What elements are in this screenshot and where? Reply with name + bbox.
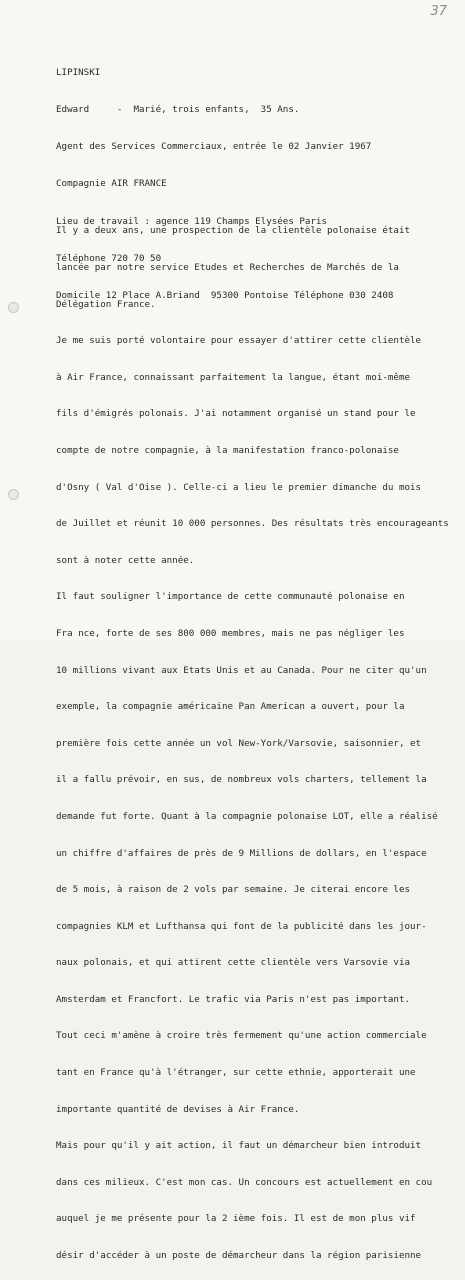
body-line: compagnies KLM et Lufthansa qui font de la publicité dans les jour- bbox=[56, 920, 427, 932]
body-line: 10 millions vivant aux Etats Unis et au Canada. Pour ne citer qu'un bbox=[56, 664, 427, 676]
body-line: à Air France, connaissant parfaitement la langue, étant moi-même bbox=[56, 371, 411, 383]
header-home-address: Domicile 12 Place A.Briand 95300 Pontoise Téléphone 030 2408 bbox=[56, 290, 394, 302]
body-line: Fra nce, forte de ses 800 000 membres, mais ne pas négliger les bbox=[56, 627, 405, 639]
body-line: Amsterdam et Francfort. Le trafic via Paris n'est pas important. bbox=[56, 993, 411, 1005]
body-line: importante quantité de devises à Air France. bbox=[56, 1103, 300, 1115]
body-line: sont à noter cette année. bbox=[56, 554, 195, 566]
body-line: première fois cette année un vol New-York/Varsovie, saisonnier, et bbox=[56, 737, 422, 749]
header-surname: LIPINSKI bbox=[56, 66, 101, 78]
header-position: Agent des Services Commerciaux, entrée le 02 Janvier 1967 bbox=[56, 141, 372, 153]
body-line: lancée par notre service Etudes et Recherches de Marchés de la bbox=[56, 262, 399, 273]
body-line: naux polonais, et qui attirent cette clientèle vers Varsovie via bbox=[56, 957, 411, 969]
punch-hole bbox=[8, 302, 19, 313]
body-line: fils d'émigrés polonais. J'ai notamment organisé un stand pour le bbox=[56, 408, 416, 420]
body-line: il a fallu prévoir, en sus, de nombreux vols charters, tellement la bbox=[56, 774, 427, 786]
letter-body bbox=[56, 201, 456, 1280]
body-line: exemple, la compagnie américaine Pan American a ouvert, pour la bbox=[56, 701, 405, 713]
body-line: désir d'accéder à un poste de démarcheur dans la région parisienne bbox=[56, 1250, 422, 1262]
body-line: Mais pour qu'il y ait action, il faut un démarcheur bien introduit bbox=[56, 1140, 422, 1152]
body-line: Il y a deux ans, une prospection de la clientèle polonaise était bbox=[56, 225, 411, 237]
body-line: de Juillet et réunit 10 000 personnes. Des résultats très encourageants bbox=[56, 518, 449, 530]
header-name-status: Edward - Marié, trois enfants, 35 Ans. bbox=[56, 104, 300, 116]
body-line: demande fut forte. Quant à la compagnie polonaise LOT, elle a réalisé bbox=[56, 810, 438, 822]
body-line: Tout ceci m'amène à croire très fermement qu'une action commerciale bbox=[56, 1030, 427, 1042]
body-line: tant en France qu'à l'étranger, sur cette ethnie, apporterait une bbox=[56, 1067, 416, 1079]
body-line: auquel je me présente pour la 2 ième fois. Il est de mon plus vif bbox=[56, 1213, 416, 1225]
body-line: de 5 mois, à raison de 2 vols par semaine. Je citerai encore les bbox=[56, 884, 411, 896]
body-line: Il faut souligner l'importance de cette communauté polonaise en bbox=[56, 591, 405, 603]
body-line: dans ces milieux. C'est mon cas. Un concours est actuellement en cou bbox=[56, 1176, 433, 1188]
body-line: d'Osny ( Val d'Oise ). Celle-ci a lieu le premier dimanche du mois bbox=[56, 481, 422, 493]
body-line: Je me suis porté volontaire pour essayer d'attirer cette clientèle bbox=[56, 335, 422, 347]
body-line: compte de notre compagnie, à la manifestation franco-polonaise bbox=[56, 444, 399, 456]
handwritten-page-number: 37 bbox=[430, 4, 447, 19]
body-line: Délégation France. bbox=[56, 298, 156, 310]
body-line: un chiffre d'affaires de près de 9 Millions de dollars, en l'espace bbox=[56, 847, 427, 859]
header-work-phone: Téléphone 720 70 50 bbox=[56, 252, 162, 264]
header-company: Compagnie AIR FRANCE bbox=[56, 178, 167, 190]
punch-hole bbox=[8, 489, 19, 500]
header-workplace: Lieu de travail : agence 119 Champs Elysées Paris bbox=[56, 215, 328, 227]
